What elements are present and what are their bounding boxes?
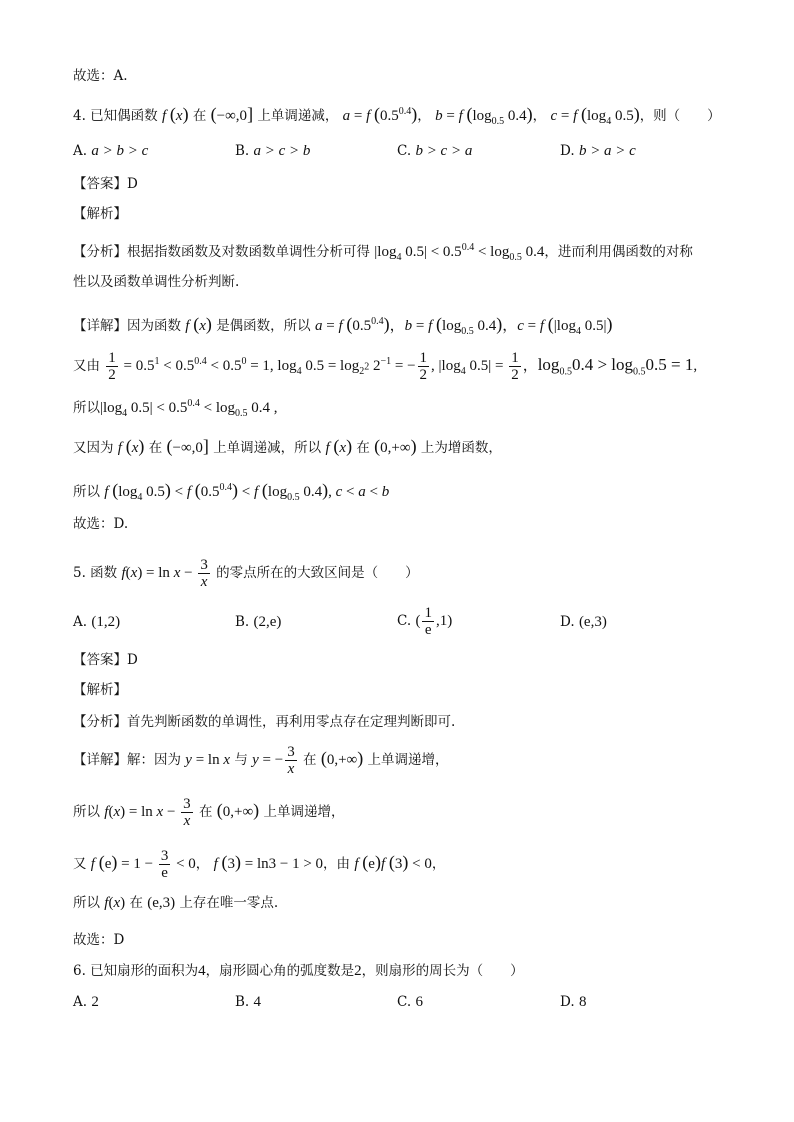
q5-func: f(x) = ln x − $\frac{3}{x}$: [121, 557, 208, 591]
q4-stem-prefix: 4. 已知偶函数: [73, 108, 158, 124]
option-label: B.: [235, 994, 250, 1010]
option-expr: (1,2): [91, 614, 121, 630]
q4-stem-sep1: ，: [417, 108, 431, 124]
q5-stem-prefix: 5. 函数: [73, 565, 118, 581]
q6-option-a: [73, 992, 99, 1012]
q5-also-prod: f (e)f (3) < 0: [354, 852, 432, 872]
q5-also-mid: ，由: [323, 856, 351, 872]
q4-analysis-head: 【解析】: [73, 206, 127, 222]
q4-so2-prefix: 所以: [73, 484, 100, 500]
option-label: C.: [397, 143, 412, 159]
q5-option-d: [560, 612, 607, 632]
q4-also-mid2: 上单调递减，所以: [213, 440, 322, 456]
q4-so2: [73, 478, 389, 508]
q4-so2-ineq: f ($\log_4$ 0.5) < f $(0.5^{0.4}) < f$ ($\log_{0.5}$ 0.4), c < a < b: [104, 480, 390, 503]
q5-so-end: 上单调递增，: [263, 804, 345, 820]
q6-stem-prefix: 6. 已知扇形的面积为: [73, 963, 199, 979]
q5-so-func: f(x) = ln x − $\frac{3}{x}$: [104, 796, 191, 830]
q4-detail-exprs: a = f $(0.5^{0.4})$，b = f ($\log_{0.5}$ 0.4)，c = f ($|\log_4$ 0.5|): [314, 314, 613, 337]
q5-so-in: 在: [198, 804, 213, 820]
q4-so: [73, 394, 278, 424]
q5-detail-in: 在: [303, 752, 317, 768]
option-expr: a > b > c: [91, 143, 149, 159]
option-label: A.: [73, 143, 88, 159]
q5-exist-fx: f(x): [104, 895, 126, 911]
q6-stem-end: ，则扇形的周长为（ ）: [361, 963, 524, 979]
q6-angle: 2: [354, 963, 362, 979]
q4-stem-mid2: 上单调递减，: [257, 108, 339, 124]
q4-also: [73, 436, 502, 458]
q5-detail-y2: y = − $\frac{3}{x}$: [252, 744, 295, 778]
q5-exist-in: 在: [129, 895, 143, 911]
q4-also-int1: (−∞,0]: [166, 436, 209, 456]
q5-option-a: [73, 612, 120, 632]
option-label: D.: [560, 614, 575, 630]
q6-area: 4: [198, 963, 206, 979]
q5-detail: [73, 742, 449, 777]
option-value: 4: [253, 994, 262, 1010]
option-expr: b > a > c: [578, 143, 636, 159]
q4-interval: (−∞,0]: [210, 104, 254, 124]
option-value: 6: [415, 994, 423, 1010]
option-label: C.: [397, 613, 412, 629]
q5-detail-end: 上单调递增，: [367, 752, 449, 768]
option-label: A.: [73, 614, 88, 630]
option-expr: b > c > a: [415, 143, 473, 159]
option-value: 8: [578, 994, 587, 1010]
q6-option-b: [235, 992, 261, 1012]
q4-option-a: [73, 141, 148, 161]
q5-so-int: (0,+∞): [216, 800, 260, 820]
q4-also-fx2: f (x): [325, 436, 353, 456]
option-expr: a > c > b: [253, 143, 311, 159]
q4-option-d: [560, 141, 636, 161]
q5-stem-end: 的零点所在的大致区间是（ ）: [216, 565, 419, 581]
q4-fenxi-line2: 性以及函数单调性分析判断.: [73, 274, 240, 290]
q4-stem-end: ，则（ ）: [639, 108, 721, 124]
q4-also-mid3: 在: [356, 440, 370, 456]
q4-fenxi: [73, 238, 693, 268]
prev-answer-line: 故选：A.: [73, 68, 128, 84]
q4-detail: [73, 312, 612, 342]
option-label: B.: [235, 143, 250, 159]
q5-so-prefix: 所以: [73, 804, 100, 820]
q4-again-math: $\frac{1}{2}$ = $0.5^1 < 0.5^{0.4} < 0.5^0 = 1$, $\log_4 0.5 = \log_{2^2} 2^{-1}$ = − $\frac{1}{2}$ , $|\log_4$ 0.5| = $\frac{1}{2}$ ，$\log_{0.5}0.4 > \log_{0.5}0.5 = 1$,: [108, 350, 698, 384]
q5-detail-prefix: 【详解】解：因为: [73, 752, 181, 768]
q4-also-fx1: f (x): [117, 436, 145, 456]
option-label: C.: [397, 994, 412, 1010]
q5-stem: [73, 557, 419, 590]
q4-also-end: 上为增函数，: [420, 440, 502, 456]
q4-fx: f (x): [161, 104, 189, 124]
q6-stem: [73, 961, 524, 981]
option-expr: (e,3): [578, 614, 607, 630]
q4-c-def: c = f ($\log_4$ 0.5): [550, 104, 640, 127]
q4-so-prefix: 所以: [73, 400, 100, 416]
q5-fenxi: 【分析】首先判断函数的单调性，再利用零点存在定理判断即可.: [73, 714, 456, 730]
q5-also-end: ，: [431, 856, 446, 872]
q4-again: [73, 346, 697, 388]
q4-final: 故选：D.: [73, 516, 129, 532]
q4-fenxi-prefix: 【分析】根据指数函数及对数函数单调性分析可得: [73, 244, 370, 260]
q5-also: [73, 846, 445, 881]
q4-b-def: b = f ($\log_{0.5}$ 0.4): [435, 104, 533, 127]
q4-again-prefix: 又由: [73, 358, 100, 374]
option-label: A.: [73, 994, 88, 1010]
q5-also-sep: ，: [195, 856, 210, 872]
q4-a-def: a = f $(0.5^{0.4})$: [342, 104, 418, 124]
q4-stem-sep2: ，: [532, 108, 547, 124]
q5-exist-prefix: 所以: [73, 895, 100, 911]
q5-answer: 【答案】D: [73, 652, 138, 668]
option-expr-c: ( $\frac{1}{e}$: [415, 605, 432, 639]
q5-detail-y1: y = ln x: [185, 752, 231, 768]
q4-option-c: [397, 141, 472, 161]
q4-so-ineq: $|\log_4$ $0.5| < 0.5^{0.4} < \log_{0.5} 0.4$ ,: [100, 398, 278, 419]
option-value: 2: [91, 994, 99, 1010]
q4-also-mid1: 在: [148, 440, 163, 456]
q4-stem: [73, 102, 721, 132]
q5-so: [73, 794, 344, 829]
q4-option-b: [235, 141, 310, 161]
q6-option-c: [397, 992, 423, 1012]
q5-also-f3: f (3) = ln3 − 1 > 0: [213, 852, 324, 872]
option-expr-c-rest: ,1): [435, 613, 453, 629]
option-label: D.: [560, 143, 575, 159]
q6-stem-mid: ，扇形圆心角的弧度数是: [205, 963, 355, 979]
q5-exist-int: (e,3): [147, 895, 176, 911]
option-expr: (2,e): [253, 614, 282, 630]
q4-fenxi-ineq: $|\log_4$ $0.5| < 0.5^{0.4} < \log_{0.5} 0.4$: [374, 242, 545, 263]
option-label: B.: [235, 614, 250, 630]
q5-option-b: [235, 612, 281, 632]
option-label: D.: [560, 994, 575, 1010]
q5-analysis-head: 【解析】: [73, 682, 127, 698]
q4-answer: 【答案】D: [73, 176, 138, 192]
q5-also-prefix: 又: [73, 856, 87, 872]
q5-option-c: [397, 604, 452, 638]
q5-detail-int: (0,+∞): [320, 748, 364, 768]
q5-final: 故选：D: [73, 932, 125, 948]
q5-exist-end: 上存在唯一零点.: [179, 895, 279, 911]
q4-also-prefix: 又因为: [73, 440, 114, 456]
q6-option-d: [560, 992, 586, 1012]
q4-detail-fx: f (x): [185, 314, 212, 334]
q5-exist: [73, 893, 278, 913]
q5-detail-and: 与: [234, 752, 248, 768]
q4-detail-mid: 是偶函数，所以: [216, 318, 311, 334]
q4-fenxi-suffix: ，进而利用偶函数的对称: [544, 244, 693, 260]
q5-also-fe: f (e) = 1 − $\frac{3}{e}$ < 0: [90, 848, 196, 882]
q4-stem-mid1: 在: [192, 108, 207, 124]
q4-also-int2: (0,+∞): [374, 436, 417, 456]
q4-detail-prefix: 【详解】因为函数: [73, 318, 181, 334]
